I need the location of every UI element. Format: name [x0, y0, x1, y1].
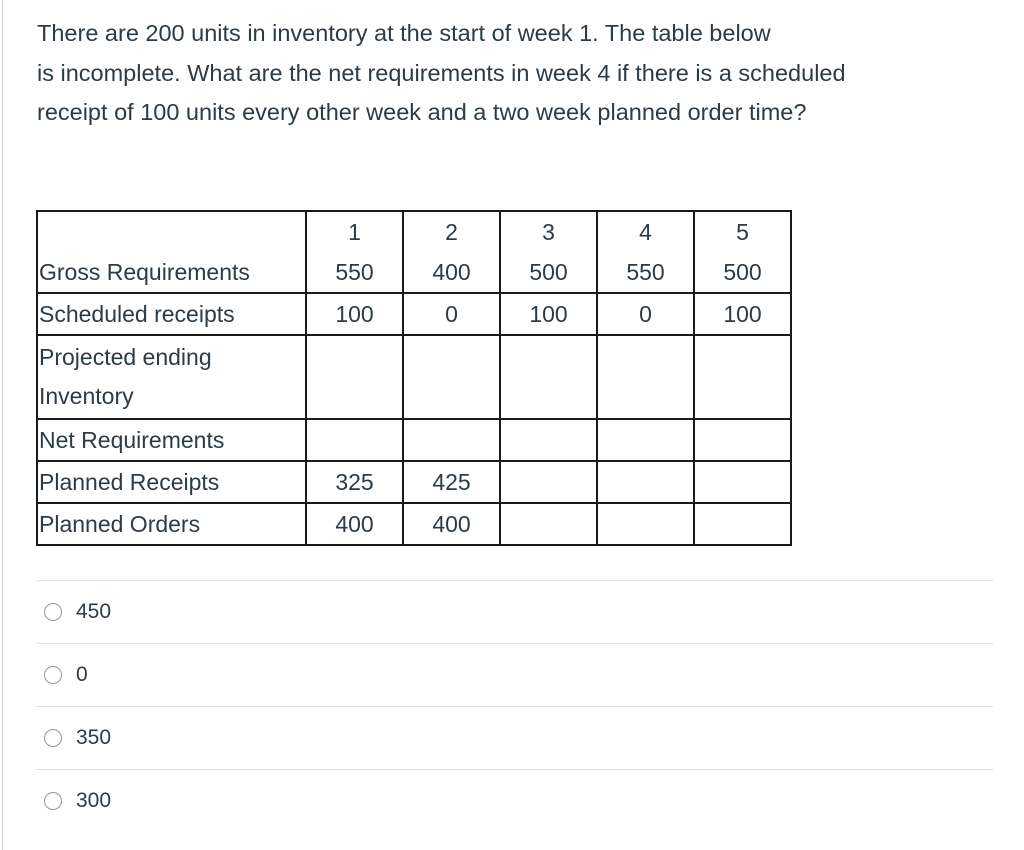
table-row-projected-ending-inventory	[37, 335, 791, 419]
table-cell	[500, 419, 597, 461]
table-header-row	[37, 211, 791, 252]
table-cell: 500	[694, 252, 791, 293]
table-cell: 100	[694, 293, 791, 335]
table-cell	[306, 335, 403, 419]
table-cell	[597, 503, 694, 545]
answer-option[interactable]	[36, 643, 993, 706]
table-row-gross-requirements	[37, 252, 791, 293]
table-cell: 0	[597, 293, 694, 335]
row-label	[37, 335, 306, 419]
table-cell	[694, 503, 791, 545]
table-cell: 0	[403, 293, 500, 335]
answer-option[interactable]	[36, 580, 993, 643]
table-cell: 100	[500, 293, 597, 335]
table-cell: 400	[306, 503, 403, 545]
answer-label[interactable]: 0	[76, 663, 88, 686]
table-cell: 400	[403, 503, 500, 545]
table-cell	[694, 335, 791, 419]
table-cell	[597, 461, 694, 503]
mrp-table	[36, 210, 792, 546]
answer-label[interactable]: 350	[76, 726, 112, 749]
answer-label[interactable]: 300	[76, 789, 112, 812]
table-cell: 325	[306, 461, 403, 503]
answer-list	[36, 580, 993, 832]
table-cell	[597, 419, 694, 461]
row-label: Planned Receipts	[37, 461, 306, 503]
row-label-line-1: Projected ending	[39, 344, 212, 370]
answer-option[interactable]	[36, 769, 993, 832]
table-row-net-requirements	[37, 419, 791, 461]
row-label: Gross Requirements	[37, 252, 306, 293]
week-header: 2	[403, 211, 500, 252]
table-row-planned-orders	[37, 503, 791, 545]
table-cell	[306, 419, 403, 461]
question-text	[37, 14, 977, 133]
table-cell	[694, 419, 791, 461]
table-cell	[694, 461, 791, 503]
table-cell: 550	[306, 252, 403, 293]
week-header: 4	[597, 211, 694, 252]
week-header: 1	[306, 211, 403, 252]
table-cell	[403, 335, 500, 419]
page-left-border	[2, 0, 3, 850]
table-row-scheduled-receipts	[37, 293, 791, 335]
table-cell: 550	[597, 252, 694, 293]
table-cell	[597, 335, 694, 419]
radio-button[interactable]	[44, 792, 62, 810]
radio-button[interactable]	[44, 729, 62, 747]
table-cell: 400	[403, 252, 500, 293]
table-cell: 500	[500, 252, 597, 293]
table-cell	[500, 461, 597, 503]
table-cell	[500, 503, 597, 545]
radio-button[interactable]	[44, 603, 62, 621]
question-line-2: is incomplete. What are the net requirements in week 4 if there is a scheduled	[37, 59, 846, 86]
row-label: Net Requirements	[37, 419, 306, 461]
table-cell	[403, 419, 500, 461]
header-corner-cell	[37, 211, 306, 252]
answer-option[interactable]	[36, 706, 993, 769]
row-label: Planned Orders	[37, 503, 306, 545]
radio-button[interactable]	[44, 666, 62, 684]
row-label: Scheduled receipts	[37, 293, 306, 335]
answer-label[interactable]: 450	[76, 600, 112, 623]
table-cell: 425	[403, 461, 500, 503]
table-cell: 100	[306, 293, 403, 335]
table-cell	[500, 335, 597, 419]
week-header: 5	[694, 211, 791, 252]
question-line-1: There are 200 units in inventory at the start of week 1. The table below	[37, 20, 771, 46]
question-line-3: receipt of 100 units every other week and a two week planned order time?	[37, 99, 807, 125]
row-label-line-2: Inventory	[39, 383, 134, 409]
week-header: 3	[500, 211, 597, 252]
table-row-planned-receipts	[37, 461, 791, 503]
